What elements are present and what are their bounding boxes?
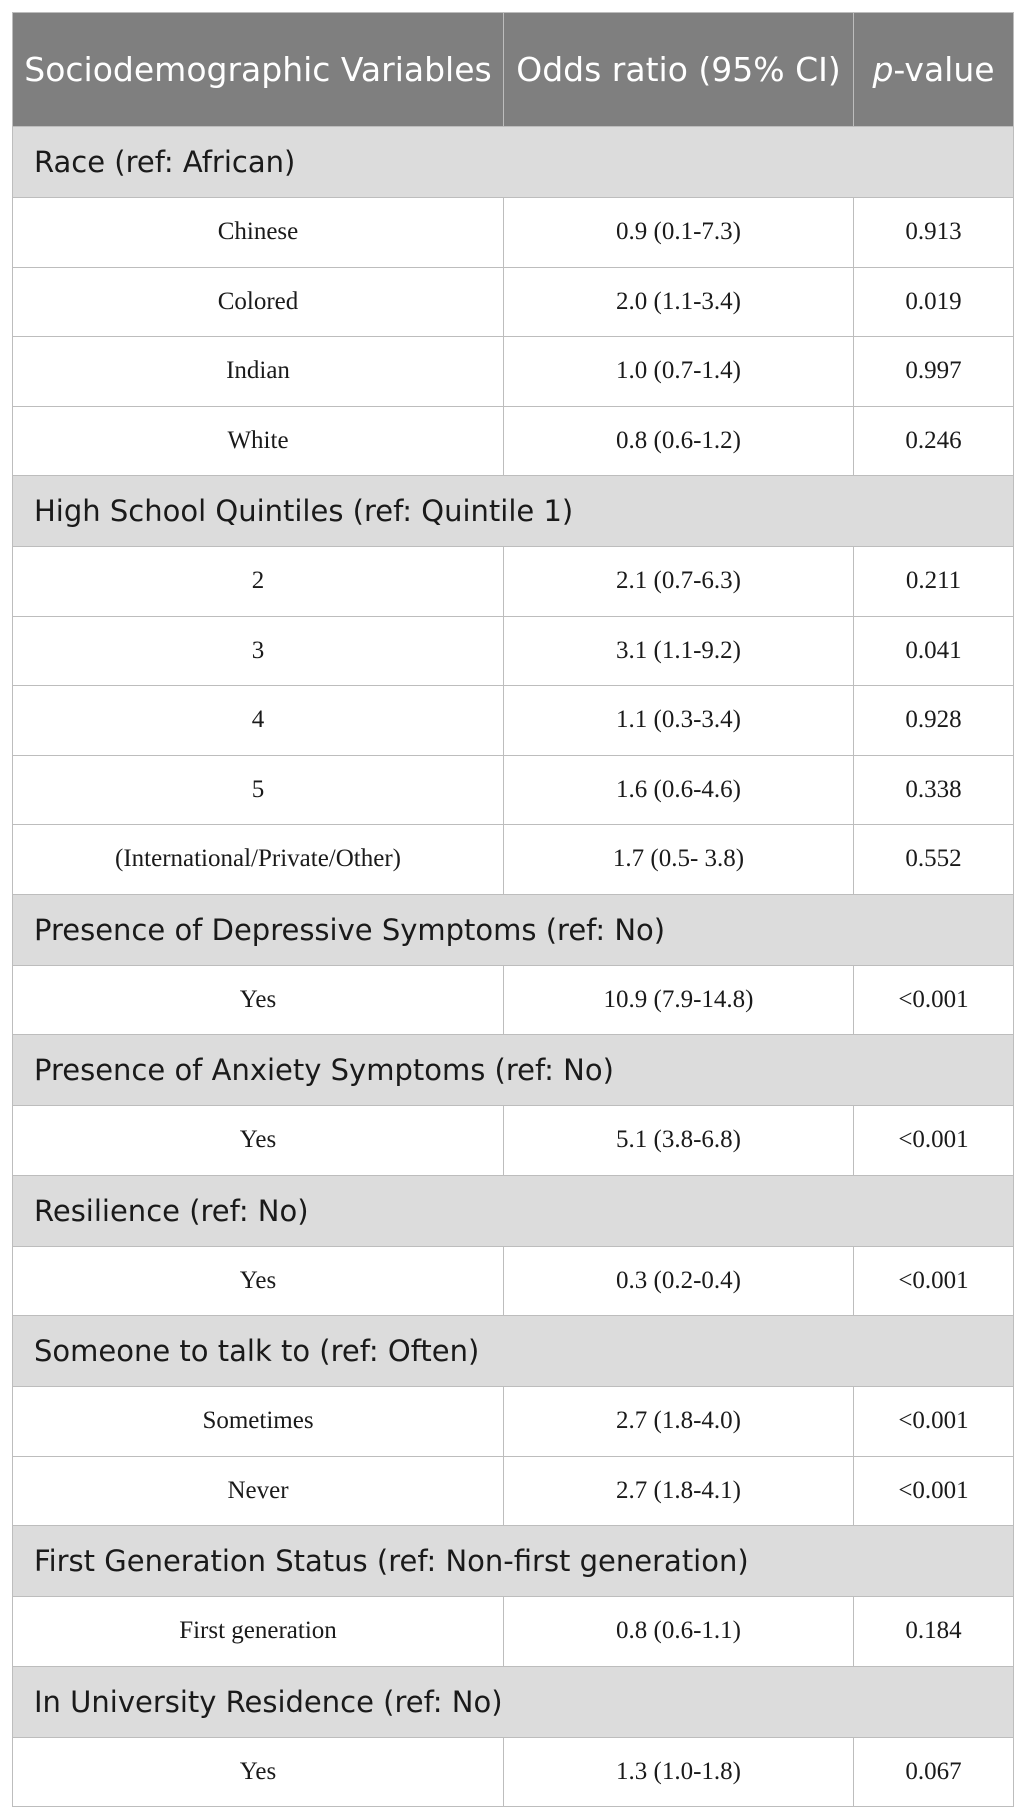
group-row	[13, 127, 1014, 198]
group-label: Presence of Anxiety Symptoms (ref: No)	[13, 1035, 1014, 1106]
table-row	[13, 1597, 1014, 1667]
group-row	[13, 1526, 1014, 1597]
cell-p-value: <0.001	[854, 1106, 1014, 1176]
header-p-rest: -value	[893, 49, 995, 89]
cell-p-value: <0.001	[854, 965, 1014, 1035]
cell-p-value: <0.001	[854, 1246, 1014, 1316]
table-row	[13, 547, 1014, 617]
group-label: Resilience (ref: No)	[13, 1175, 1014, 1246]
cell-variable: Yes	[13, 1106, 504, 1176]
cell-variable: First generation	[13, 1597, 504, 1667]
group-row	[13, 1175, 1014, 1246]
group-label: Presence of Depressive Symptoms (ref: No)	[13, 894, 1014, 965]
table-row	[13, 337, 1014, 407]
table-row	[13, 1106, 1014, 1176]
cell-p-value: 0.997	[854, 337, 1014, 407]
header-p-value	[854, 13, 1014, 127]
cell-p-value: 0.041	[854, 616, 1014, 686]
cell-odds-ratio: 0.3 (0.2-0.4)	[504, 1246, 854, 1316]
cell-odds-ratio: 0.8 (0.6-1.1)	[504, 1597, 854, 1667]
cell-p-value: 0.184	[854, 1597, 1014, 1667]
table-row	[13, 825, 1014, 895]
cell-odds-ratio: 0.9 (0.1-7.3)	[504, 198, 854, 268]
cell-variable: Indian	[13, 337, 504, 407]
odds-ratio-table	[12, 12, 1014, 1807]
cell-variable: Yes	[13, 965, 504, 1035]
cell-p-value: 0.067	[854, 1737, 1014, 1807]
group-row	[13, 476, 1014, 547]
cell-p-value: 0.928	[854, 686, 1014, 756]
cell-variable: 2	[13, 547, 504, 617]
group-row	[13, 1035, 1014, 1106]
table-row	[13, 755, 1014, 825]
cell-odds-ratio: 2.7 (1.8-4.1)	[504, 1456, 854, 1526]
cell-odds-ratio: 0.8 (0.6-1.2)	[504, 406, 854, 476]
table-row	[13, 1737, 1014, 1807]
group-label: Someone to talk to (ref: Often)	[13, 1316, 1014, 1387]
cell-odds-ratio: 2.1 (0.7-6.3)	[504, 547, 854, 617]
cell-p-value: <0.001	[854, 1387, 1014, 1457]
header-variables: Sociodemographic Variables	[13, 13, 504, 127]
cell-variable: 3	[13, 616, 504, 686]
cell-odds-ratio: 1.0 (0.7-1.4)	[504, 337, 854, 407]
group-label: In University Residence (ref: No)	[13, 1666, 1014, 1737]
table-header-row	[13, 13, 1014, 127]
table-row	[13, 1456, 1014, 1526]
table-row	[13, 1246, 1014, 1316]
cell-variable: White	[13, 406, 504, 476]
table-row	[13, 1387, 1014, 1457]
group-row	[13, 894, 1014, 965]
cell-odds-ratio: 1.7 (0.5- 3.8)	[504, 825, 854, 895]
cell-odds-ratio: 3.1 (1.1-9.2)	[504, 616, 854, 686]
cell-p-value: 0.913	[854, 198, 1014, 268]
cell-p-value: 0.211	[854, 547, 1014, 617]
cell-odds-ratio: 2.7 (1.8-4.0)	[504, 1387, 854, 1457]
table-row	[13, 406, 1014, 476]
table-row	[13, 965, 1014, 1035]
cell-variable: Never	[13, 1456, 504, 1526]
cell-variable: Colored	[13, 267, 504, 337]
group-label: Race (ref: African)	[13, 127, 1014, 198]
header-odds-ratio: Odds ratio (95% CI)	[504, 13, 854, 127]
cell-odds-ratio: 10.9 (7.9-14.8)	[504, 965, 854, 1035]
header-p-italic: p	[872, 49, 894, 89]
table-row	[13, 267, 1014, 337]
odds-ratio-table-container	[12, 12, 1013, 1807]
cell-p-value: 0.019	[854, 267, 1014, 337]
group-label: First Generation Status (ref: Non-first generation)	[13, 1526, 1014, 1597]
table-body	[13, 127, 1014, 1807]
cell-p-value: 0.246	[854, 406, 1014, 476]
cell-variable: (International/Private/Other)	[13, 825, 504, 895]
cell-odds-ratio: 2.0 (1.1-3.4)	[504, 267, 854, 337]
cell-odds-ratio: 1.1 (0.3-3.4)	[504, 686, 854, 756]
cell-odds-ratio: 5.1 (3.8-6.8)	[504, 1106, 854, 1176]
group-label: High School Quintiles (ref: Quintile 1)	[13, 476, 1014, 547]
cell-variable: 5	[13, 755, 504, 825]
table-row	[13, 616, 1014, 686]
cell-variable: Yes	[13, 1737, 504, 1807]
cell-variable: 4	[13, 686, 504, 756]
table-row	[13, 686, 1014, 756]
cell-variable: Yes	[13, 1246, 504, 1316]
cell-odds-ratio: 1.3 (1.0-1.8)	[504, 1737, 854, 1807]
cell-p-value: 0.552	[854, 825, 1014, 895]
cell-variable: Sometimes	[13, 1387, 504, 1457]
cell-variable: Chinese	[13, 198, 504, 268]
group-row	[13, 1316, 1014, 1387]
table-row	[13, 198, 1014, 268]
group-row	[13, 1666, 1014, 1737]
cell-p-value: <0.001	[854, 1456, 1014, 1526]
cell-odds-ratio: 1.6 (0.6-4.6)	[504, 755, 854, 825]
cell-p-value: 0.338	[854, 755, 1014, 825]
